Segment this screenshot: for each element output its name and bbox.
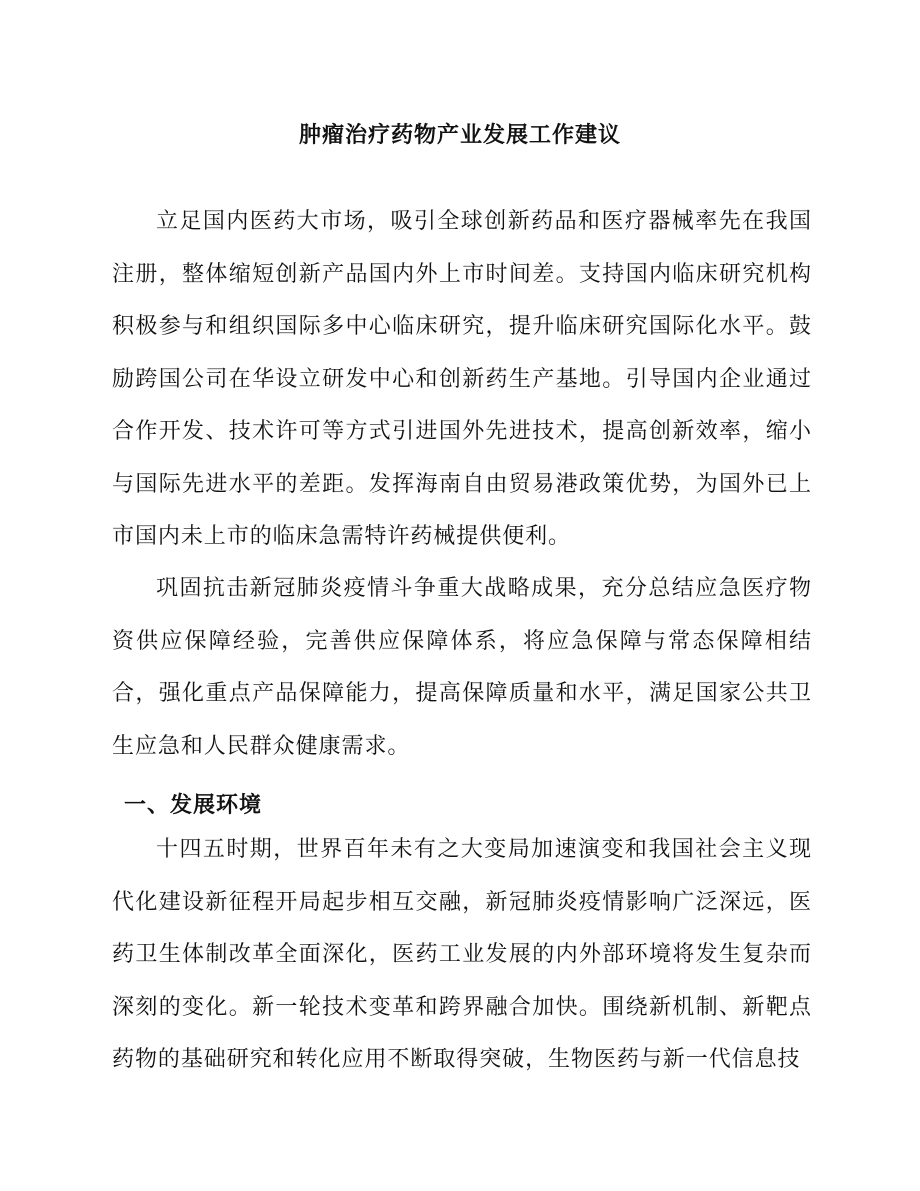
document-title: 肿瘤治疗药物产业发展工作建议 <box>298 123 621 148</box>
section-paragraph: 十四五时期，世界百年未有之大变局加速演变和我国社会主义现代化建设新征程开局起步相互交融，新冠肺炎疫情影响广泛深远，医药卫生体制改革全面深化，医药工业发展的内外部环境将发生复杂而深刻的变化。新一轮技术变革和跨界融合加快。围绕新机制、新靶点药物的基础研究和转化应用不断取得突破，生物医药与新一代信息技 <box>112 837 812 1072</box>
body-paragraph-2: 巩固抗击新冠肺炎疫情斗争重大战略成果，充分总结应急医疗物资供应保障经验，完善供应保障体系，将应急保障与常态保障相结合，强化重点产品保障能力，提高保障质量和水平，满足国家公共卫生应急和人民群众健康需求。 <box>112 576 812 759</box>
body-paragraph-1: 立足国内医药大市场，吸引全球创新药品和医疗器械率先在我国注册，整体缩短创新产品国内外上市时间差。支持国内临床研究机构积极参与和组织国际多中心临床研究，提升临床研究国际化水平。鼓励跨国公司在华设立研发中心和创新药生产基地。引导国内企业通过合作开发、技术许可等方式引进国外先进技术，提高创新效率，缩小与国际先进水平的差距。发挥海南自由贸易港政策优势，为国外已上市国内未上市的临床急需特许药械提供便利。 <box>112 209 812 549</box>
section-heading: 一、发展环境 <box>124 793 263 818</box>
